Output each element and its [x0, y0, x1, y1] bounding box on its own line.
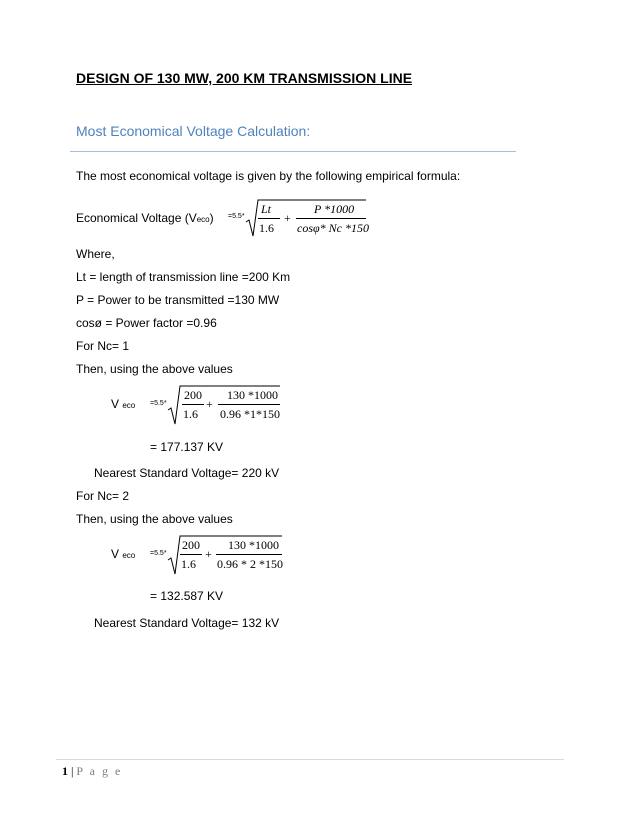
case1-v-sub: eco: [122, 401, 136, 410]
case1-t1-num: 200: [184, 388, 202, 402]
case1-t2-bar: [218, 404, 280, 405]
case2-plus: +: [205, 547, 212, 561]
formula-term2-num: P *1000: [314, 202, 355, 216]
footer-divider: [56, 759, 564, 760]
formula-label-sub: eco: [196, 215, 210, 224]
case2-standard-voltage: Nearest Standard Voltage= 132 kV: [94, 616, 280, 630]
case2-t2-num: 130 *1000: [228, 538, 279, 552]
formula-label-close: ): [209, 211, 214, 225]
formula-term2-bar: [296, 218, 366, 219]
definition-power-factor: cosø = Power factor =0.96: [76, 316, 217, 330]
case1-t2-den: 0.96 *1*150: [220, 407, 280, 421]
formula-term1-den: 1.6: [259, 221, 274, 235]
case1-prefix: =5.5*: [150, 400, 167, 407]
case2-t1-num: 200: [182, 538, 200, 552]
case2-prefix: =5.5*: [150, 550, 167, 557]
document-title: DESIGN OF 130 MW, 200 KM TRANSMISSION LINE: [76, 70, 413, 86]
footer-page-number: 1: [62, 764, 68, 778]
formula-term1-num: Lt: [261, 202, 272, 216]
case1-t1-den: 1.6: [183, 407, 198, 421]
case1-t1-bar: [182, 404, 204, 405]
case2-v-text: V: [111, 547, 120, 561]
case2-v-label: [111, 547, 135, 561]
formula-label: [76, 211, 214, 225]
where-label: Where,: [76, 247, 115, 261]
case2-result: = 132.587 KV: [150, 589, 224, 603]
case2-t2-den: 0.96 * 2 *150: [217, 557, 283, 571]
case2-then-text: Then, using the above values: [76, 512, 233, 526]
case2-t1-den: 1.6: [181, 557, 196, 571]
definition-length: Lt = length of transmission line =200 Km: [76, 270, 291, 284]
case2-nc-label: For Nc= 2: [76, 489, 130, 503]
case2-v-sub: eco: [122, 551, 136, 560]
section-heading: Most Economical Voltage Calculation:: [76, 123, 311, 139]
definition-power: P = Power to be transmitted =130 MW: [76, 293, 280, 307]
case1-standard-voltage: Nearest Standard Voltage= 220 kV: [94, 466, 280, 480]
case1-nc-label: For Nc= 1: [76, 339, 130, 353]
footer-separator: |: [68, 764, 77, 778]
case2-t2-bar: [216, 554, 282, 555]
case1-plus: +: [206, 397, 213, 411]
footer-page-word: P a g e: [76, 764, 123, 778]
case2-t1-bar: [180, 554, 202, 555]
case1-v-text: V: [111, 397, 120, 411]
formula-term2-den: cosφ* Nc *150: [297, 221, 369, 235]
formula-prefix: =5.5*: [228, 213, 245, 220]
case1-v-label: [111, 397, 135, 411]
intro-text: The most economical voltage is given by the following empirical formula:: [76, 169, 461, 183]
case1-result: = 177.137 KV: [150, 440, 224, 454]
case1-then-text: Then, using the above values: [76, 362, 233, 376]
case1-t2-num: 130 *1000: [227, 388, 278, 402]
formula-label-text: Economical Voltage (V: [76, 211, 197, 225]
formula-term1-bar: [258, 218, 280, 219]
heading-divider: [70, 151, 516, 152]
page-footer: [62, 764, 122, 779]
formula-plus: +: [284, 211, 291, 225]
